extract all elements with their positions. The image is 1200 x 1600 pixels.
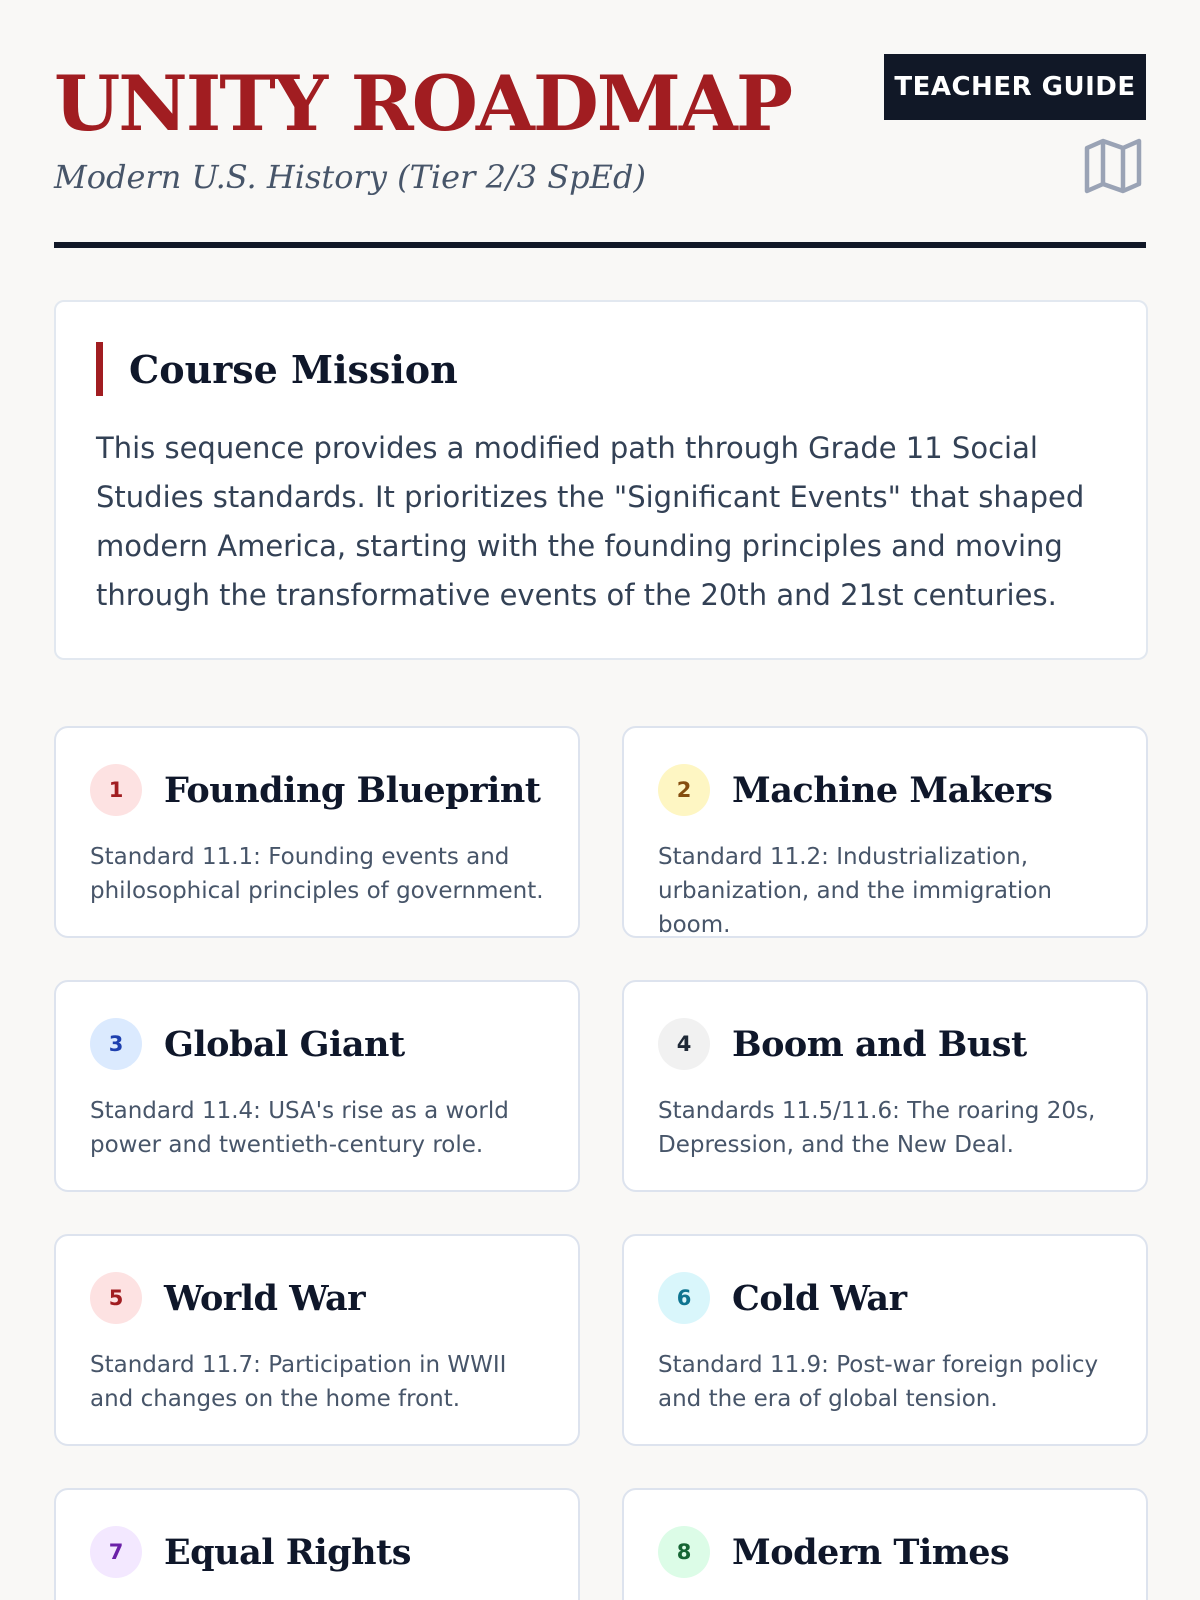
map-icon [1084,138,1142,194]
unit-title: Modern Times [732,1531,1010,1573]
unit-card-heading [90,764,544,816]
unit-card-heading [90,1526,544,1578]
course-mission-card [54,300,1148,660]
unit-card-heading [658,1526,1112,1578]
unit-title: Machine Makers [732,769,1053,811]
mission-title: Course Mission [129,346,458,392]
unit-card-heading [90,1272,544,1324]
unit-number-badge: 7 [90,1526,142,1578]
unit-description: Standard 11.2: Industrialization, urbanization, and the immigration boom. [658,844,1052,938]
unit-card-heading [658,1018,1112,1070]
unit-card-heading [658,764,1112,816]
mission-heading [96,342,1106,396]
unit-description: Standard 11.7: Participation in WWII and changes on the home front. [90,1352,507,1412]
unit-card[interactable] [622,726,1148,938]
unit-number-badge: 5 [90,1272,142,1324]
unit-description: Standards 11.5/11.6: The roaring 20s, Depression, and the New Deal. [658,1098,1096,1158]
mission-text: This sequence provides a modified path through Grade 11 Social Studies standards. It prioritizes the "Significant Events" that shaped modern America, starting with the founding principles and moving through the transformative events of the 20th and 21st centuries. [96,431,1085,612]
unit-card[interactable] [622,1488,1148,1600]
unit-number-badge: 4 [658,1018,710,1070]
unit-number-badge: 8 [658,1526,710,1578]
page-header [54,0,1146,248]
unit-title: Boom and Bust [732,1023,1027,1065]
unit-card[interactable] [54,980,580,1192]
unit-grid [54,726,1148,1600]
unit-title: World War [164,1277,366,1319]
unit-card-heading [90,1018,544,1070]
unit-card[interactable] [622,980,1148,1192]
mission-accent-bar [96,342,103,396]
unit-card[interactable] [622,1234,1148,1446]
page-subtitle: Modern U.S. History (Tier 2/3 SpEd) [54,158,646,196]
unit-card[interactable] [54,726,580,938]
unit-description: Standard 11.9: Post-war foreign policy and the era of global tension. [658,1352,1099,1412]
unit-number-badge: 3 [90,1018,142,1070]
unit-description: Standard 11.4: USA's rise as a world power and twentieth-century role. [90,1098,509,1158]
unit-card-heading [658,1272,1112,1324]
teacher-guide-button[interactable]: TEACHER GUIDE [884,54,1146,120]
unit-title: Cold War [732,1277,907,1319]
unit-description: Standard 11.1: Founding events and philosophical principles of government. [90,844,544,904]
unit-title: Global Giant [164,1023,405,1065]
unit-number-badge: 6 [658,1272,710,1324]
unit-number-badge: 2 [658,764,710,816]
unit-title: Equal Rights [164,1531,411,1573]
unit-card[interactable] [54,1488,580,1600]
page-title: UNITY ROADMAP [54,59,792,148]
unit-title: Founding Blueprint [164,769,541,811]
unit-number-badge: 1 [90,764,142,816]
unit-card[interactable] [54,1234,580,1446]
